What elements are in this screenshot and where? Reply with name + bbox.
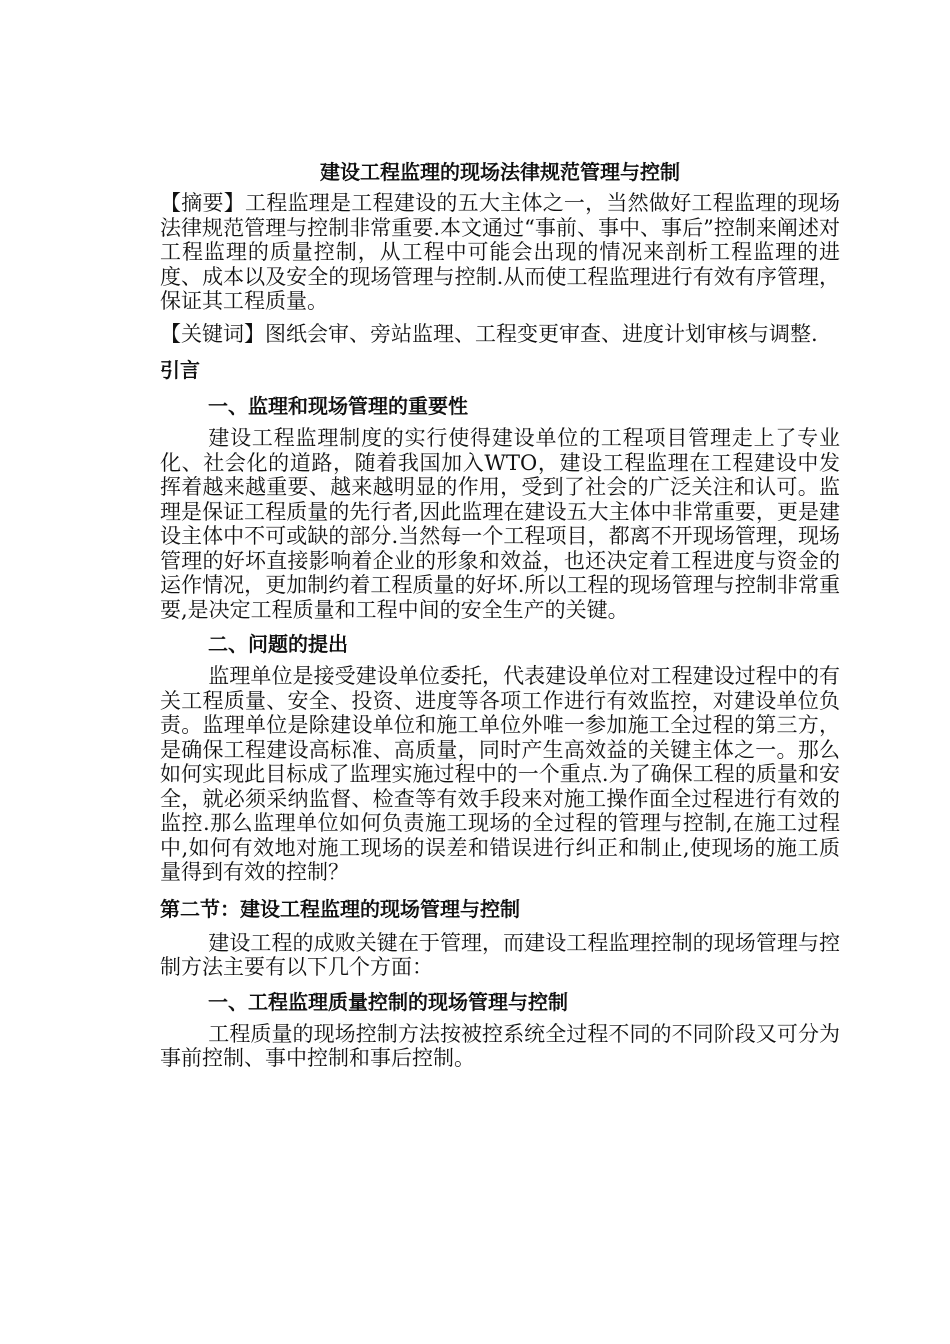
intro-heading: 引言 (160, 358, 200, 382)
chapter2-heading: 第二节：建设工程监理的现场管理与控制 (160, 896, 520, 921)
section2-paragraph: 监理单位是接受建设单位委托，代表建设单位对工程建设过程中的有关工程质量、安全、投资、进度等各项工作进行有效监控，对建设单位负责。监理单位是除建设单位和施工单位外唯一参加施工全过程的第三方，是确保工程建设高标准、高质量，同时产生高效益的关键主体之一。那么如何实现此目标成了监理实施过程中的一个重点.为了确保工程的质量和安全，就必须采纳监督、检查等有效手段来对施工操作面全过程进行有效的监控.那么监理单位如何负责施工现场的全过程的管理与控制,在施工过程中,如何有效地对施工现场的误差和错误进行纠正和制止,使现场的施工质量得到有效的控制？ (160, 664, 840, 884)
document-page (160, 157, 840, 1071)
document-title: 建设工程监理的现场法律规范管理与控制 (320, 160, 680, 184)
section1-heading: 一、监理和现场管理的重要性 (208, 394, 468, 418)
chapter2-sub1-heading: 一、工程监理质量控制的现场管理与控制 (208, 989, 568, 1014)
chapter2-sub1-paragraph: 工程质量的现场控制方法按被控系统全过程不同的不同阶段又可分为事前控制、事中控制和事后控制。 (160, 1021, 840, 1070)
abstract-paragraph: 【摘要】工程监理是工程建设的五大主体之一，当然做好工程监理的现场法律规范管理与控制非常重要.本文通过“事前、事中、事后”控制来阐述对工程监理的质量控制，从工程中可能会出现的情况来剖析工程监理的进度、成本以及安全的现场管理与控制.从而使工程监理进行有效有序管理，保证其工程质量。 (160, 191, 840, 313)
section1-paragraph: 建设工程监理制度的实行使得建设单位的工程项目管理走上了专业化、社会化的道路，随着我国加入WTO，建设工程监理在工程建设中发挥着越来越重要、越来越明显的作用，受到了社会的广泛关注和认可。监理是保证工程质量的先行者,因此监理在建设五大主体中非常重要，更是建设主体中不可或缺的部分.当然每一个工程项目，都离不开现场管理，现场管理的好坏直接影响着企业的形象和效益，也还决定着工程进度与资金的运作情况，更加制约着工程质量的好坏.所以工程的现场管理与控制非常重要,是决定工程质量和工程中间的安全生产的关键。 (160, 426, 840, 622)
keywords-paragraph: 【关键词】图纸会审、旁站监理、工程变更审查、进度计划审核与调整. (160, 321, 818, 346)
chapter2-paragraph: 建设工程的成败关键在于管理，而建设工程监理控制的现场管理与控制方法主要有以下几个方面： (160, 930, 840, 979)
section2-heading: 二、问题的提出 (208, 632, 348, 656)
